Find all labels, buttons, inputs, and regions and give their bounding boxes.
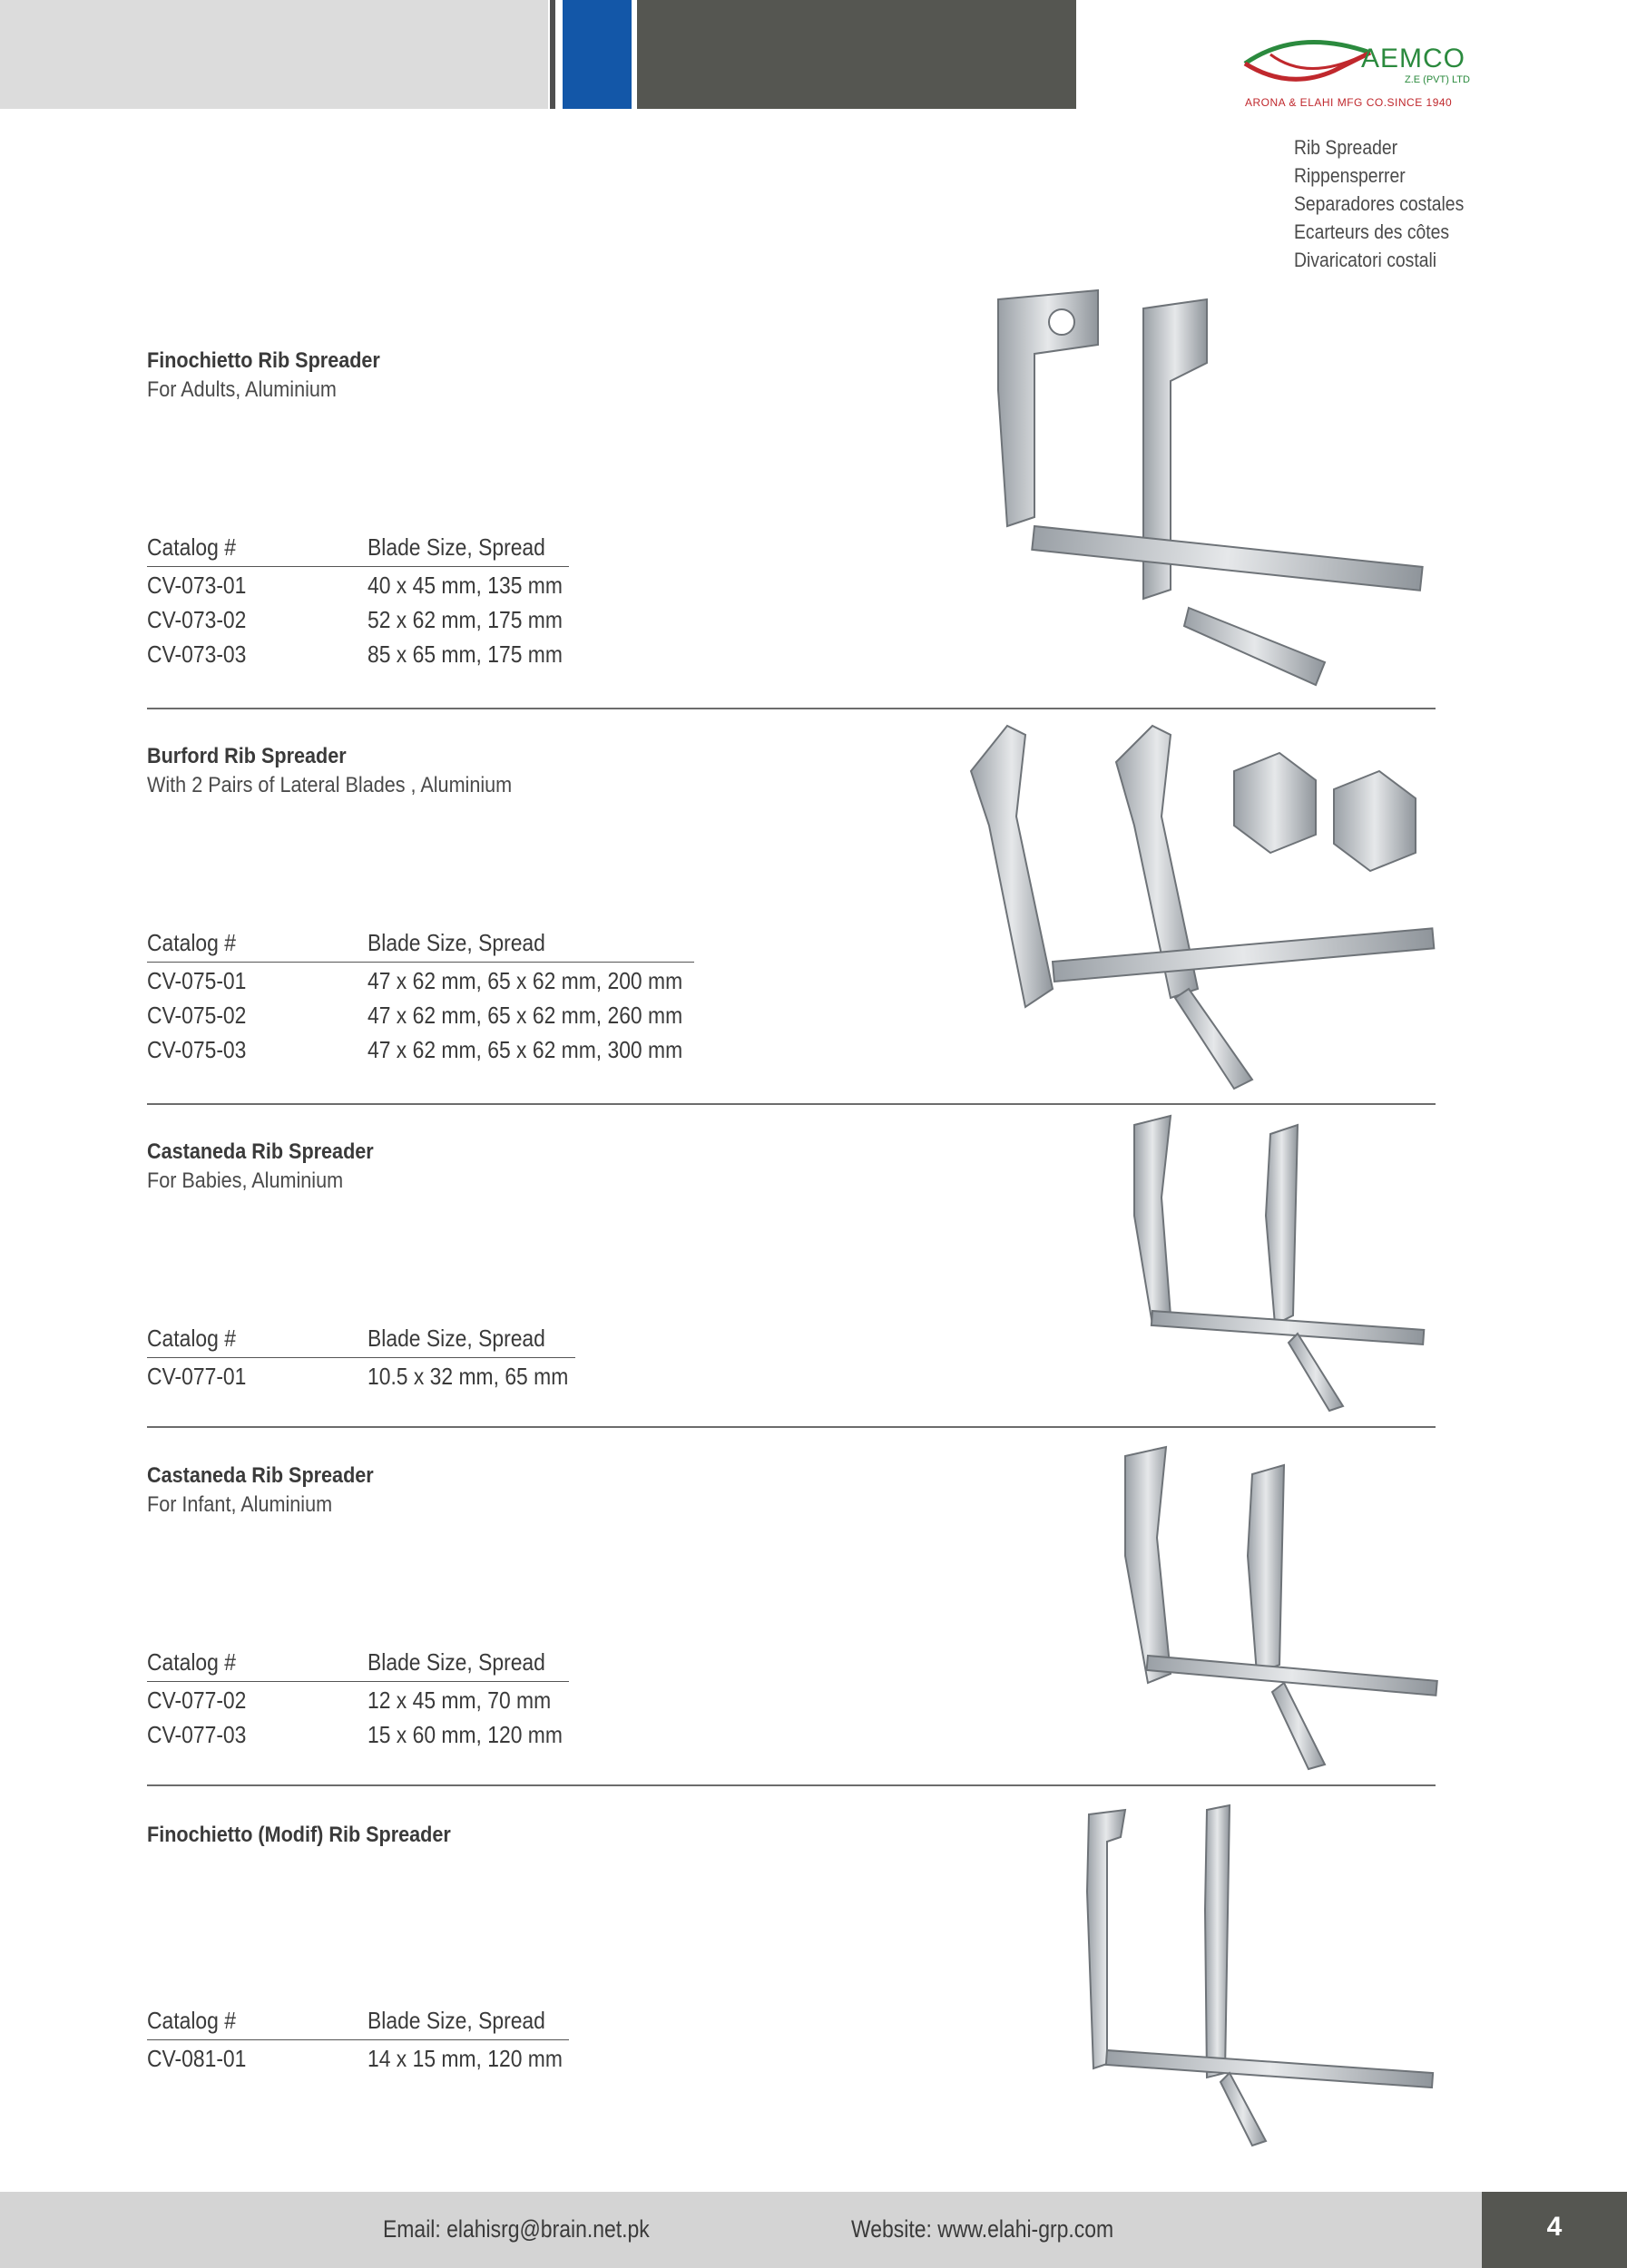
blade-size: 47 x 62 mm, 65 x 62 mm, 260 mm [368,1002,683,1029]
product-title: Castaneda Rib Spreader [147,1139,374,1164]
table-header-rule [147,1681,569,1682]
product-title: Finochietto Rib Spreader [147,348,380,373]
blade-size: 15 x 60 mm, 120 mm [368,1721,563,1748]
catalog-number: CV-073-01 [147,572,247,599]
table-header-rule [147,2039,569,2040]
category-name-es: Separadores costales [1294,192,1465,215]
catalog-number: CV-075-01 [147,967,247,994]
brand-name: AEMCO [1361,44,1466,73]
section-divider [147,1426,1436,1428]
blade-size: 12 x 45 mm, 70 mm [368,1686,552,1714]
table-header-size: Blade Size, Spread [368,1325,545,1352]
product-title: Burford Rib Spreader [147,744,347,768]
category-name-fr: Ecarteurs des côtes [1294,220,1450,243]
header-bar-divider [550,0,555,109]
section-divider [147,1784,1436,1786]
castaneda-babies-rib-spreader-image [1116,1107,1443,1420]
page-number: 4 [1546,2212,1563,2242]
catalog-number: CV-077-03 [147,1721,247,1748]
table-header-rule [147,962,694,963]
table-header-catalog: Catalog # [147,2007,236,2034]
table-header-size: Blade Size, Spread [368,929,545,956]
header-bar-blue [563,0,632,109]
blade-size: 85 x 65 mm, 175 mm [368,640,563,668]
table-header-catalog: Catalog # [147,1325,236,1352]
table-header-catalog: Catalog # [147,533,236,561]
category-name-it: Divaricatori costali [1294,249,1437,271]
product-title: Castaneda Rib Spreader [147,1463,374,1488]
catalog-number: CV-081-01 [147,2045,247,2072]
catalog-number: CV-075-03 [147,1036,247,1063]
finochietto-modif-rib-spreader-image [1071,1801,1443,2150]
catalog-number: CV-075-02 [147,1002,247,1029]
castaneda-infant-rib-spreader-image [1107,1438,1452,1774]
table-header-rule [147,1357,575,1358]
burford-rib-spreader-image [953,717,1461,1098]
footer-bar [0,2192,1482,2268]
catalog-number: CV-077-01 [147,1363,247,1390]
table-header-catalog: Catalog # [147,929,236,956]
footer-email[interactable]: Email: elahisrg@brain.net.pk [383,2215,650,2243]
table-header-catalog: Catalog # [147,1648,236,1676]
blade-size: 47 x 62 mm, 65 x 62 mm, 200 mm [368,967,683,994]
catalog-number: CV-073-02 [147,606,247,633]
section-divider [147,708,1436,709]
product-subtitle: For Infant, Aluminium [147,1492,333,1517]
catalog-number: CV-073-03 [147,640,247,668]
blade-size: 47 x 62 mm, 65 x 62 mm, 300 mm [368,1036,683,1063]
blade-size: 14 x 15 mm, 120 mm [368,2045,563,2072]
product-subtitle: For Adults, Aluminium [147,377,337,402]
footer-website[interactable]: Website: www.elahi-grp.com [851,2215,1114,2243]
finochietto-rib-spreader-image [980,281,1452,699]
brand-tagline: ARONA & ELAHI MFG CO.SINCE 1940 [1245,96,1453,109]
category-name-en: Rib Spreader [1294,136,1398,159]
catalog-number: CV-077-02 [147,1686,247,1714]
blade-size: 52 x 62 mm, 175 mm [368,606,563,633]
blade-size: 10.5 x 32 mm, 65 mm [368,1363,569,1390]
brand-subtitle: Z.E (PVT) LTD [1405,74,1470,85]
header-bar-dark [637,0,1076,109]
section-divider [147,1103,1436,1105]
blade-size: 40 x 45 mm, 135 mm [368,572,563,599]
table-header-rule [147,566,569,567]
product-subtitle: For Babies, Aluminium [147,1168,344,1193]
product-subtitle: With 2 Pairs of Lateral Blades , Aluminium [147,773,513,797]
table-header-size: Blade Size, Spread [368,533,545,561]
category-name-de: Rippensperrer [1294,164,1406,187]
product-title: Finochietto (Modif) Rib Spreader [147,1823,451,1847]
table-header-size: Blade Size, Spread [368,2007,545,2034]
table-header-size: Blade Size, Spread [368,1648,545,1676]
header-bar-light [0,0,548,109]
